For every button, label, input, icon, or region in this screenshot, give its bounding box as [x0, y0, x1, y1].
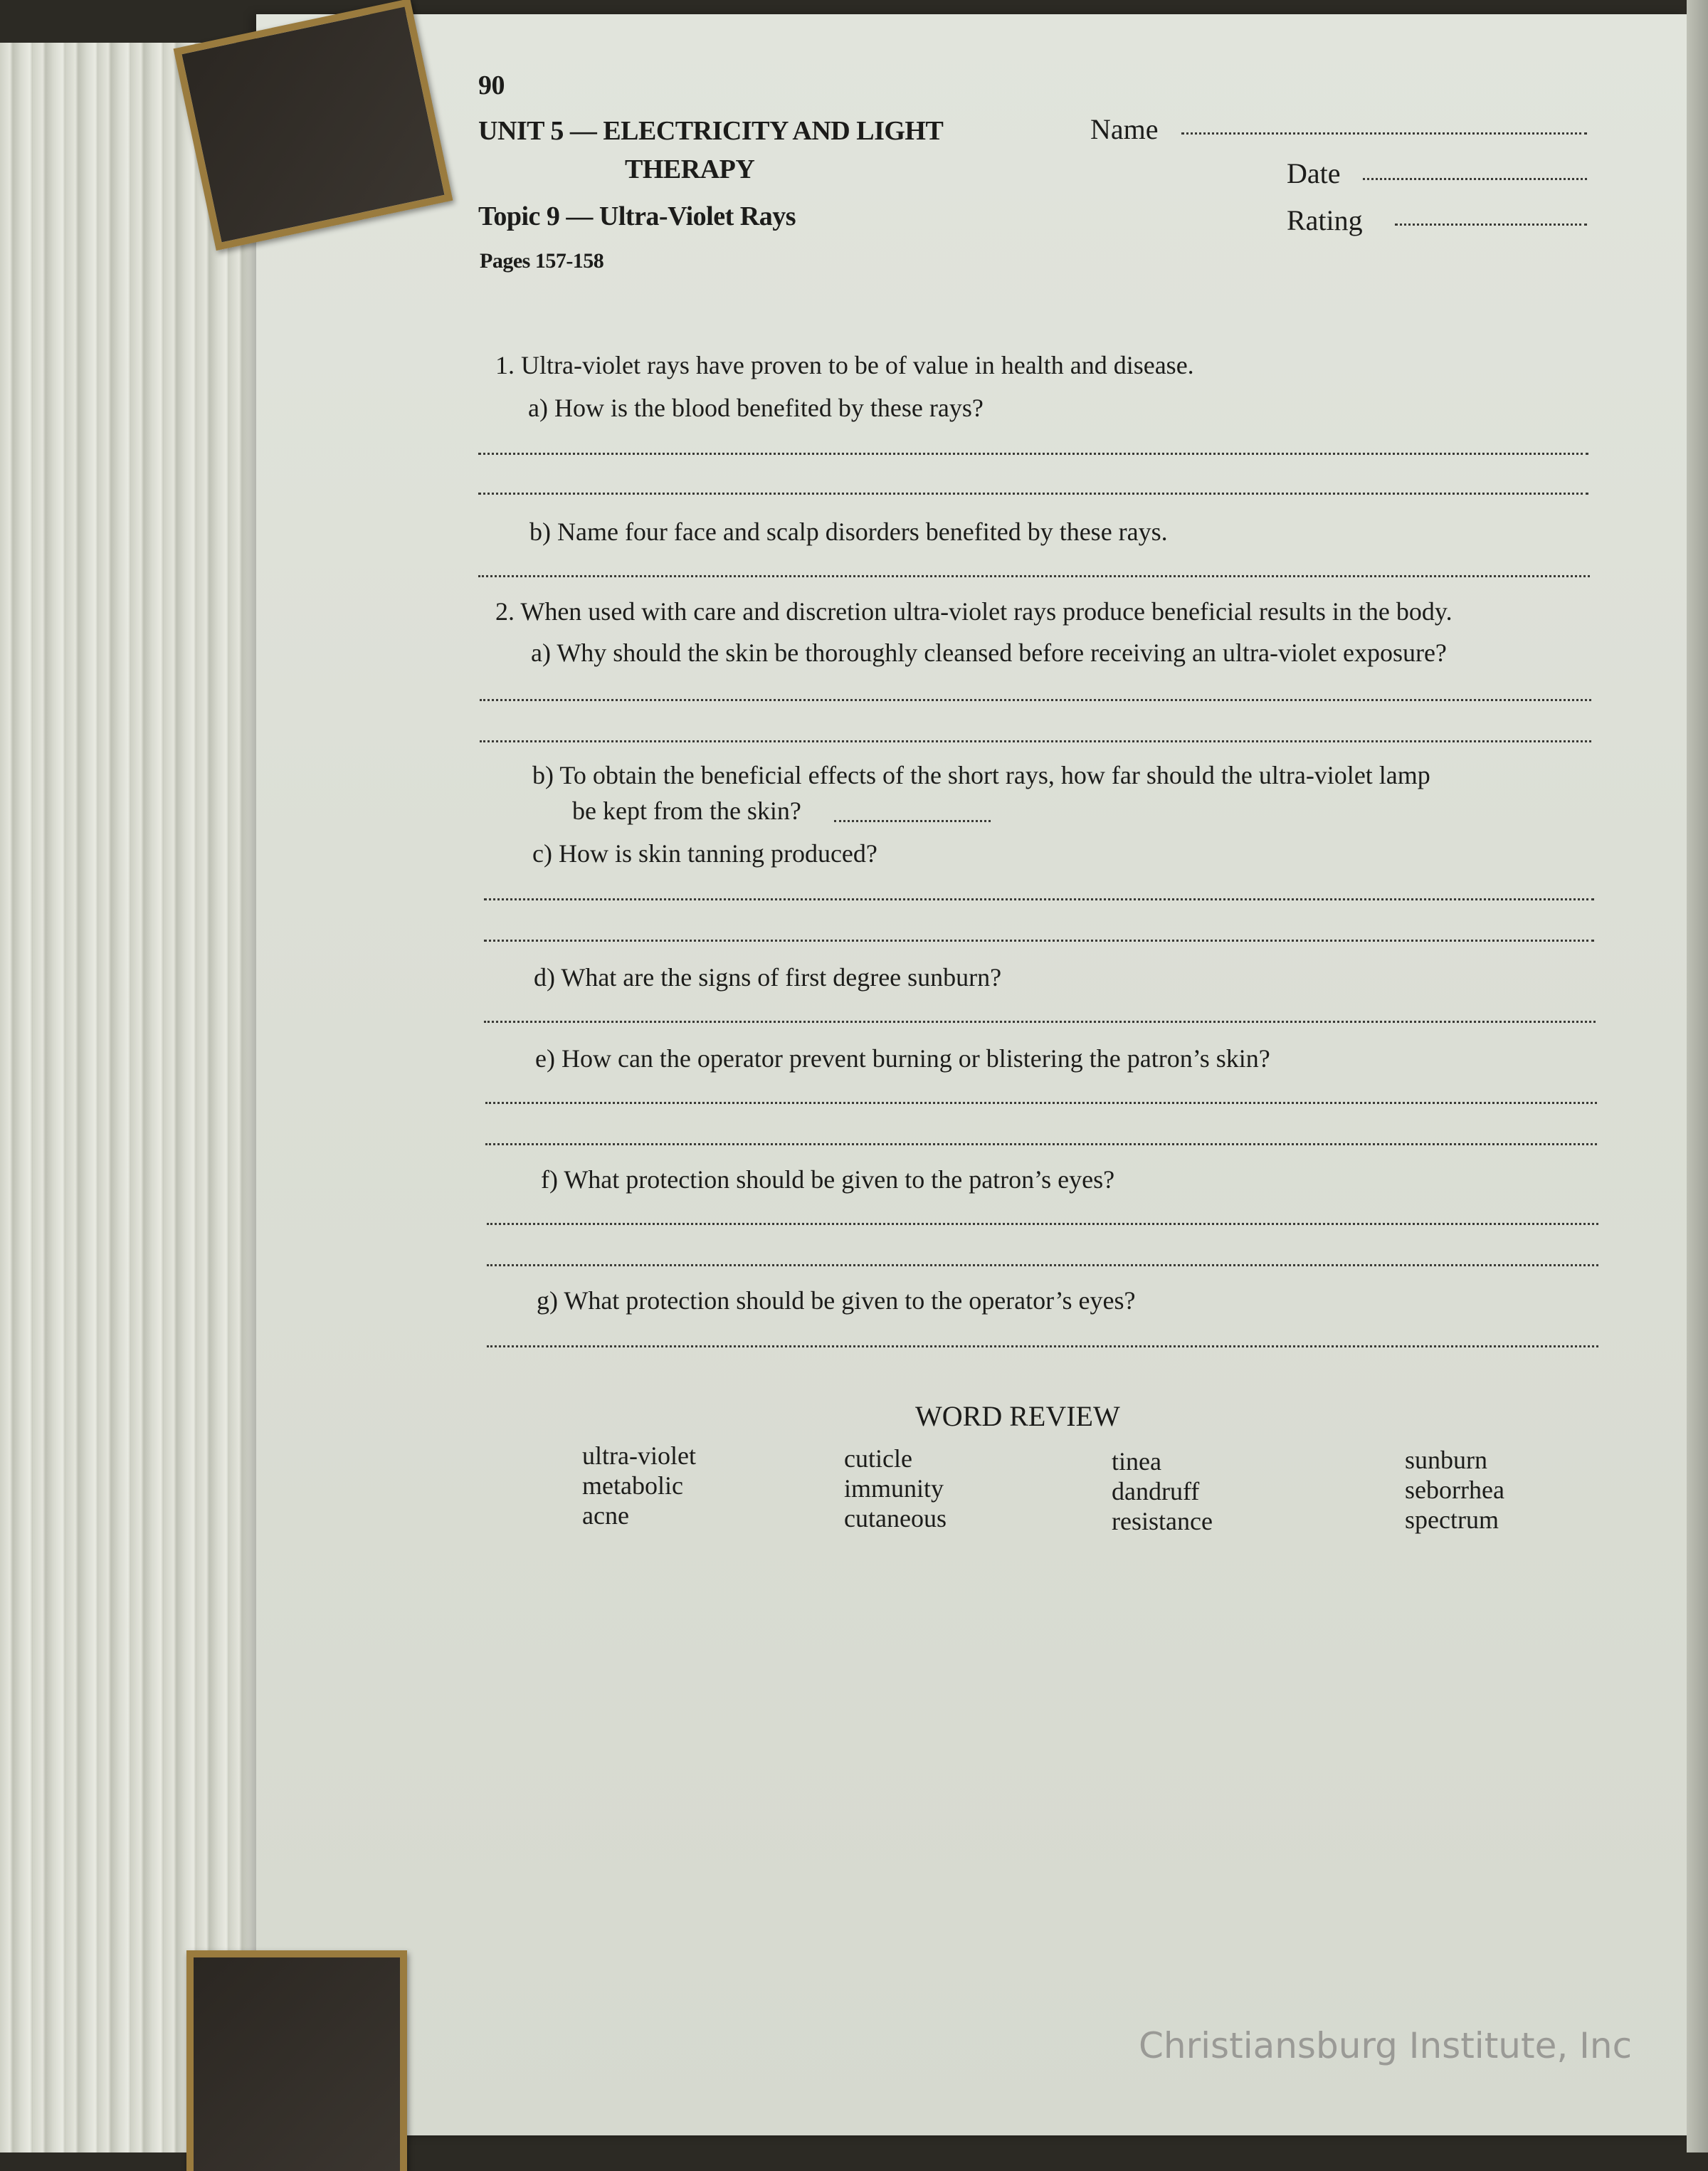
answer-line[interactable] [485, 1102, 1597, 1104]
question-2: 2. When used with care and discretion ultra-violet rays produce beneficial results in the body. [495, 597, 1453, 626]
answer-line[interactable] [484, 898, 1594, 900]
rating-label: Rating [1287, 204, 1363, 236]
answer-line[interactable] [478, 575, 1590, 577]
word-review-title: WORD REVIEW [915, 1400, 1120, 1432]
question-2e: e) How can the operator prevent burning or blistering the patron’s skin? [535, 1044, 1270, 1073]
answer-line[interactable] [487, 1264, 1598, 1266]
watermark: Christiansburg Institute, Inc [1139, 2025, 1633, 2066]
review-word: metabolic [582, 1471, 683, 1500]
word-review-column-3 [1112, 1446, 1213, 1536]
review-word: resistance [1112, 1507, 1213, 1535]
question-1a: a) How is the blood benefited by these rays? [528, 394, 984, 422]
question-1: 1. Ultra-violet rays have proven to be of value in health and disease. [495, 351, 1194, 379]
rating-field[interactable] [1395, 224, 1587, 226]
review-word: acne [582, 1501, 629, 1530]
answer-line[interactable] [487, 1345, 1598, 1347]
question-2d: d) What are the signs of first degree sunburn? [534, 963, 1002, 992]
answer-blank[interactable] [834, 820, 991, 822]
answer-line[interactable] [485, 1143, 1597, 1145]
unit-title-line2: THERAPY [625, 154, 755, 184]
word-review-column-1 [582, 1441, 696, 1530]
topic-title: Topic 9 — Ultra-Violet Rays [478, 201, 796, 231]
review-word: cuticle [844, 1444, 912, 1473]
question-2g: g) What protection should be given to the operator’s eyes? [537, 1286, 1136, 1315]
review-word: seborrhea [1405, 1476, 1504, 1504]
answer-line[interactable] [480, 699, 1591, 701]
answer-line[interactable] [480, 740, 1591, 742]
answer-line[interactable] [484, 940, 1594, 942]
question-2b-continued: be kept from the skin? [572, 797, 801, 825]
question-1b: b) Name four face and scalp disorders benefited by these rays. [529, 517, 1168, 546]
name-label: Name [1090, 113, 1159, 145]
answer-line[interactable] [487, 1223, 1598, 1225]
review-word: tinea [1112, 1447, 1161, 1476]
name-field[interactable] [1181, 132, 1587, 135]
worksheet-page [256, 14, 1687, 2135]
question-2f: f) What protection should be given to the patron’s eyes? [541, 1165, 1115, 1194]
date-field[interactable] [1363, 178, 1587, 180]
answer-line[interactable] [478, 453, 1588, 455]
pages-ref: Pages 157-158 [480, 249, 604, 273]
index-tab-bottom [186, 1950, 407, 2171]
word-review-column-4 [1405, 1445, 1504, 1535]
question-2b: b) To obtain the beneficial effects of the short rays, how far should the ultra-violet lamp [532, 761, 1430, 789]
review-word: cutaneous [844, 1504, 947, 1533]
page-right-edge [1687, 0, 1708, 2152]
question-2c: c) How is skin tanning produced? [532, 839, 877, 868]
date-label: Date [1287, 157, 1341, 189]
word-review-column-2 [844, 1444, 947, 1533]
review-word: spectrum [1405, 1505, 1499, 1534]
review-word: ultra-violet [582, 1441, 696, 1470]
page-number: 90 [478, 70, 505, 100]
review-word: immunity [844, 1474, 944, 1503]
unit-title: UNIT 5 — ELECTRICITY AND LIGHT [478, 116, 944, 146]
review-word: dandruff [1112, 1477, 1200, 1505]
review-word: sunburn [1405, 1446, 1487, 1474]
answer-line[interactable] [484, 1021, 1596, 1023]
answer-line[interactable] [478, 493, 1588, 495]
question-2a: a) Why should the skin be thoroughly cleansed before receiving an ultra-violet exposure? [531, 638, 1447, 667]
